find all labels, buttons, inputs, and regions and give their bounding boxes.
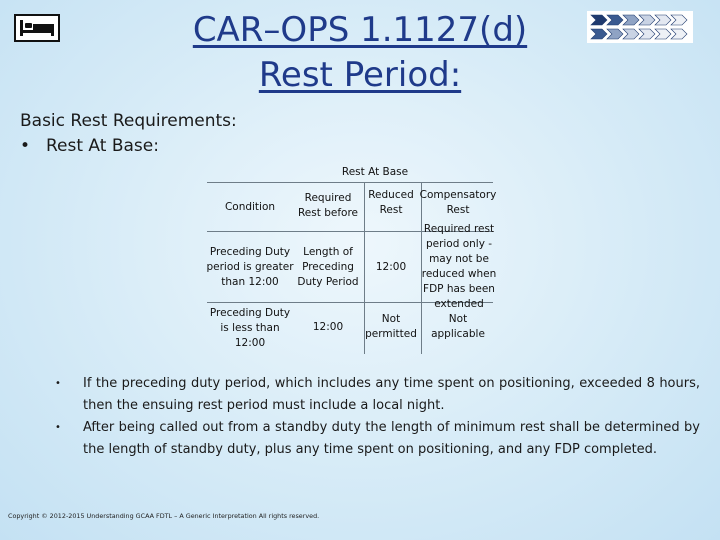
- bullet-dot: •: [20, 136, 31, 156]
- table-cell: 12:00: [375, 260, 407, 273]
- table-cell: Length of Preceding Duty Period: [297, 245, 359, 288]
- table-cell: Preceding Duty period is greater than 12:00: [206, 245, 294, 288]
- table-cell: Required rest period only - may not be reduced when FDP has been extended: [421, 223, 497, 310]
- page-title: CAR–OPS 1.1127(d): [192, 10, 528, 50]
- copyright-footer: Copyright © 2012-2015 Understanding GCAA FDTL – A Generic Interpretation All rights reserved.: [8, 512, 320, 520]
- note-text: After being called out from a standby duty the length of minimum rest shall be determined by the length of standby duty, plus any time spent on positioning, and any FDP completed.: [83, 420, 700, 457]
- notes-list: [55, 373, 700, 461]
- column-header: Compensatory Rest: [419, 189, 497, 216]
- bullet-dot: •: [55, 422, 61, 433]
- bullet-label: Rest At Base:: [46, 136, 159, 156]
- table-cell: Not applicable: [431, 313, 485, 340]
- table-cell: 12:00: [312, 320, 344, 333]
- table-cell: Not permitted: [365, 313, 417, 340]
- table-caption: Rest At Base: [341, 166, 409, 178]
- page-subtitle: Rest Period:: [258, 55, 462, 95]
- column-header: Required Rest before: [297, 192, 358, 219]
- column-header: Condition: [224, 200, 276, 213]
- table-cell: Preceding Duty is less than 12:00: [209, 306, 291, 349]
- section-heading: Basic Rest Requirements:: [20, 111, 237, 131]
- column-header: Reduced Rest: [368, 189, 414, 216]
- rest-at-base-table: [205, 164, 495, 354]
- bullet-item: [20, 136, 159, 156]
- bullet-dot: •: [55, 378, 61, 389]
- list-item: [55, 373, 700, 417]
- note-text: If the preceding duty period, which includes any time spent on positioning, exceeded 8 hours, then the ensuing rest period must include a local night.: [83, 376, 700, 413]
- chevron-progress-icon: [587, 11, 693, 43]
- list-item: [55, 417, 700, 461]
